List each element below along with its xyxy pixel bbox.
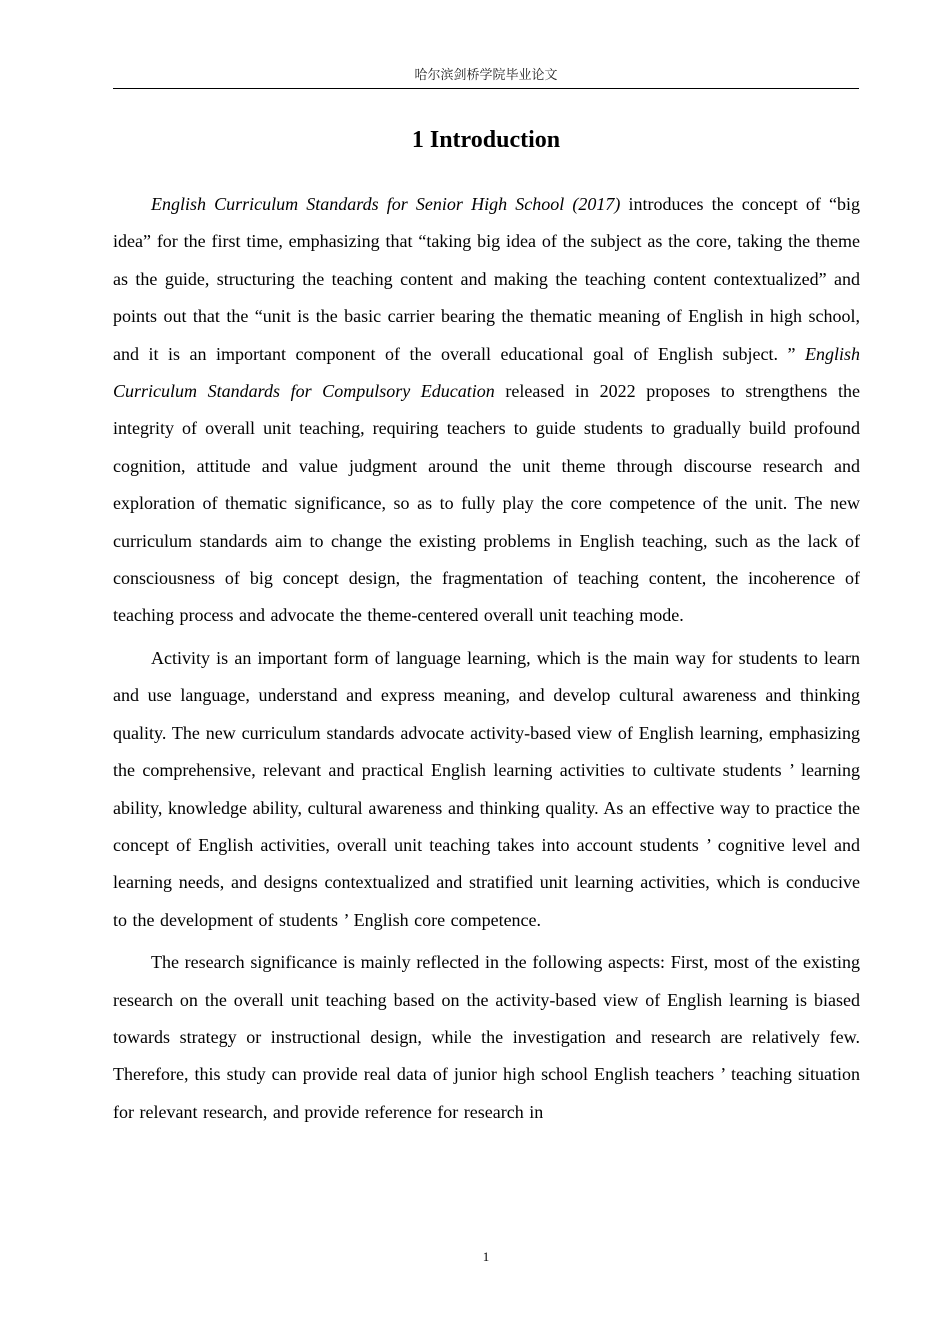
- paragraph-1-citation-2: English Curriculum Standards for Compulsory Education: [113, 343, 860, 402]
- paragraph-1-text-1: introduces the concept of “big idea” for the first time, emphasizing that “taking big idea of the subject as the core, taking the theme as the guide, structuring the teaching content and making the teaching content contextualized” and points out that the “unit is the basic carrier bearing the thematic meaning of English in high school, and it is an important component of the overall educational goal of English subject. ”: [113, 194, 860, 364]
- paragraph-1-text-2: released in 2022 proposes to strengthens the integrity of overall unit teaching, requiring teachers to guide students to gradually build profound cognition, attitude and value judgment around the unit theme through discourse research and exploration of thematic significance, so as to fully play the core competence of the unit. The new curriculum standards aim to change the existing problems in English teaching, such as the lack of consciousness of big concept design, the fragmentation of teaching content, the incoherence of teaching process and advocate the theme-centered overall unit teaching mode.: [113, 381, 860, 626]
- running-header-title: 哈尔滨剑桥学院毕业论文: [414, 68, 558, 83]
- paragraph-2: Activity is an important form of language learning, which is the main way for students to learn and use language, understand and express meaning, and develop cultural awareness and thinking quality. The new curriculum standards advocate activity-based view of English learning, emphasizing the comprehensive, relevant and practical English learning activities to cultivate students ’ learning ability, knowledge ability, cultural awareness and thinking quality. As an effective way to practice the concept of English activities, overall unit teaching takes into account students ’ cognitive level and learning needs, and designs contextualized and stratified unit learning activities, which is conducive to the development of students ’ English core competence.: [113, 647, 860, 930]
- running-header: [113, 64, 859, 89]
- paragraph-3: The research significance is mainly reflected in the following aspects: First, most of the existing research on the overall unit teaching based on the activity-based view of English learning is biased towards strategy or instructional design, while the investigation and research are relatively few. Therefore, this study can provide real data of junior high school English teachers ’ teaching situation for relevant research, and provide reference for research in: [113, 952, 860, 1122]
- body-text: [113, 186, 860, 1136]
- paragraph-1-citation-1: English Curriculum Standards for Senior High School (2017): [151, 194, 621, 214]
- page-number: 1: [482, 1249, 490, 1264]
- chapter-title: 1 Introduction: [411, 127, 561, 153]
- paragraph-1: [113, 186, 860, 635]
